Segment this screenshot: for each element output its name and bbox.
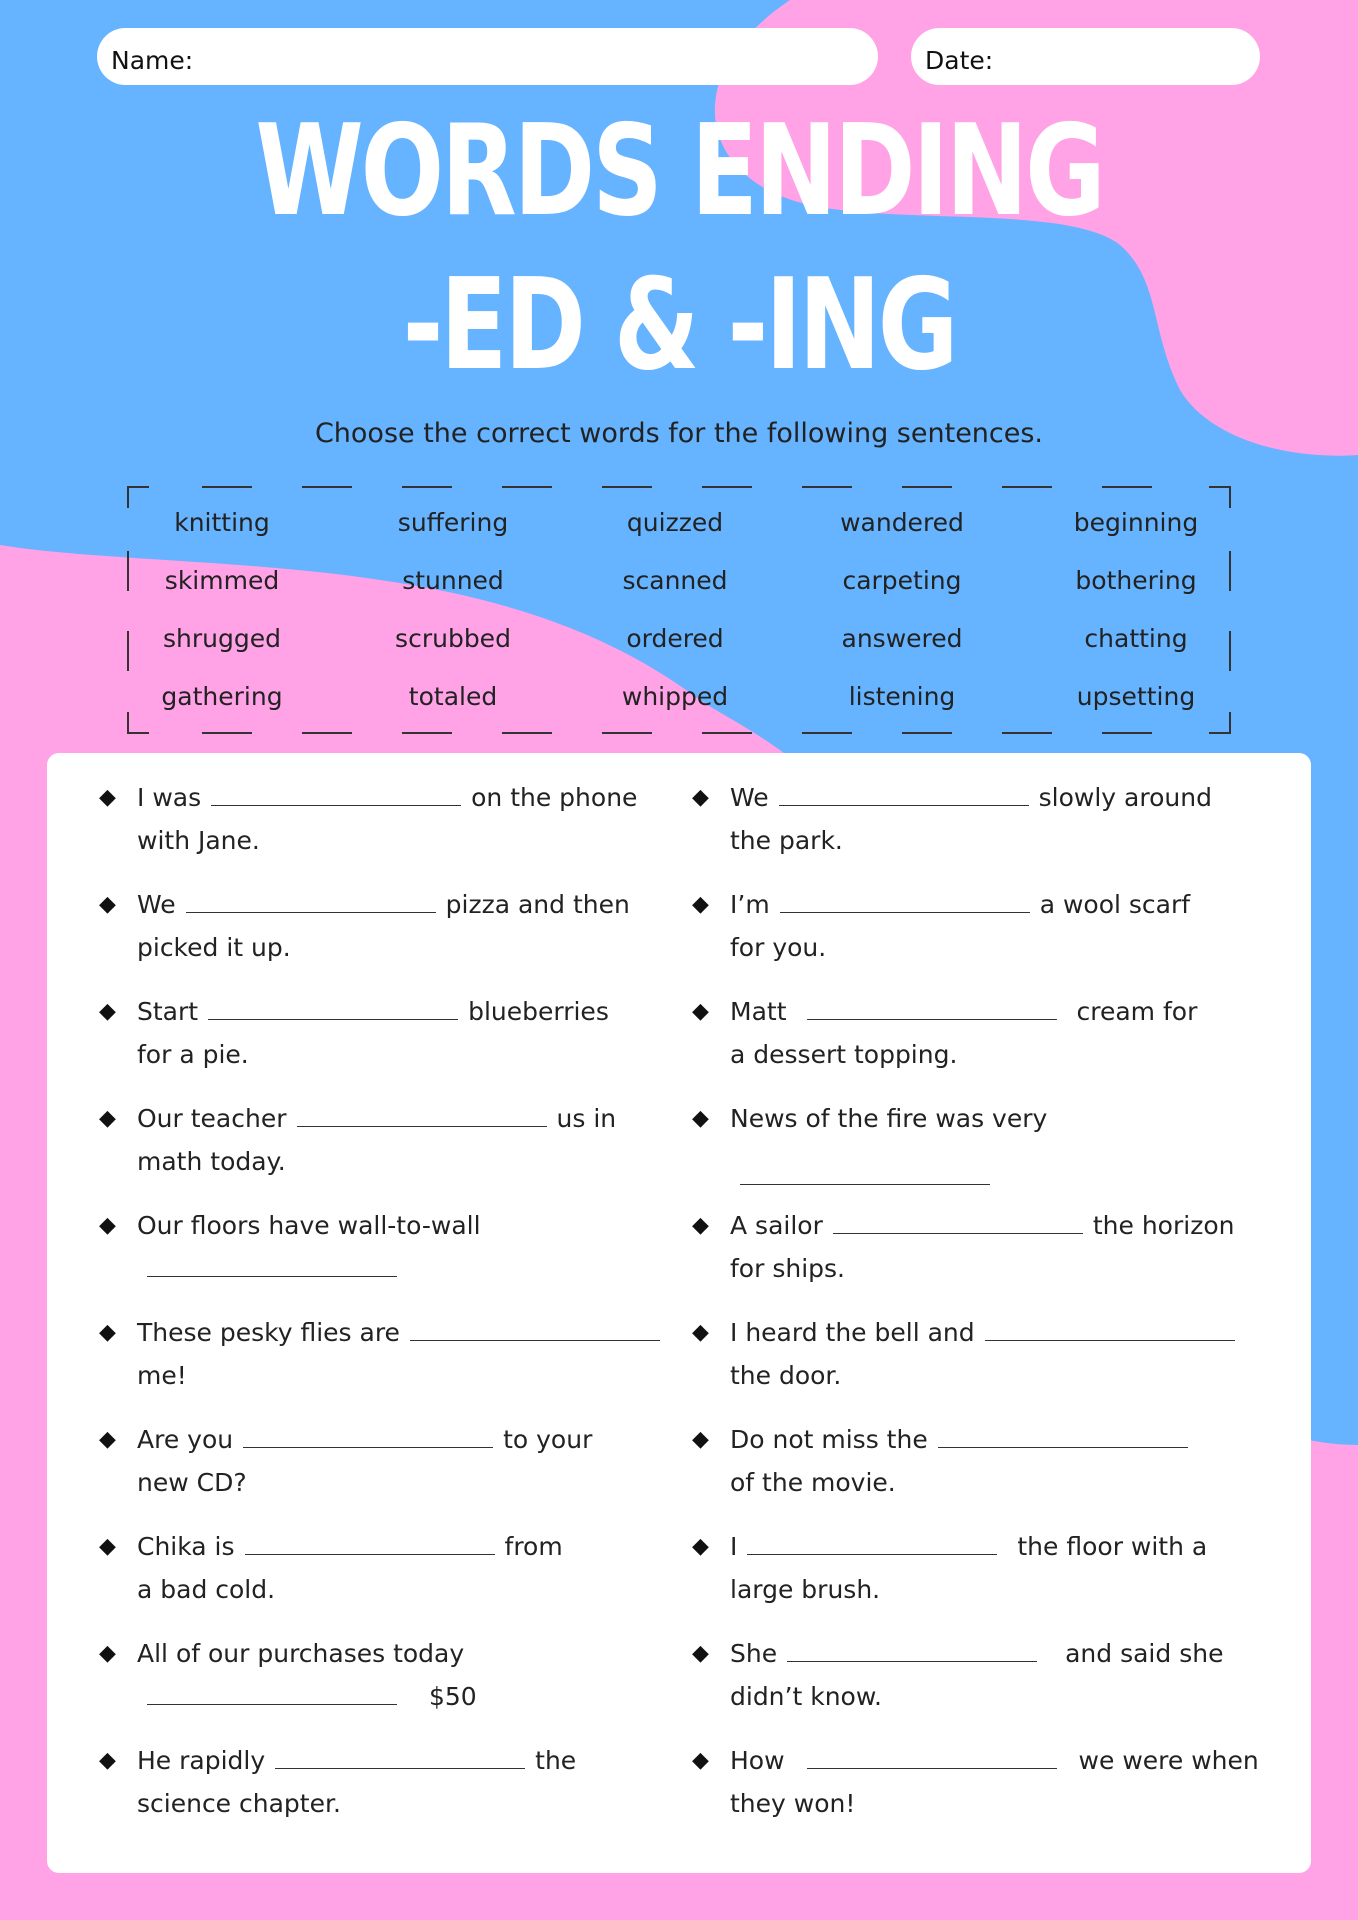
- question-text: from: [504, 1532, 563, 1561]
- word-bank-word: shrugged: [163, 624, 281, 653]
- question-item: [692, 776, 1270, 862]
- answer-blank[interactable]: [780, 886, 1030, 913]
- answer-blank[interactable]: [985, 1314, 1235, 1341]
- page-title-line2: -ED & -ING: [402, 251, 956, 398]
- word-bank-word: totaled: [408, 682, 498, 711]
- question-item: [99, 1204, 677, 1290]
- question-item: [99, 776, 677, 862]
- question-text: us in: [556, 1104, 617, 1133]
- answer-blank[interactable]: [833, 1207, 1083, 1234]
- diamond-bullet-icon: ◆: [692, 785, 709, 810]
- word-bank-word: skimmed: [164, 566, 280, 595]
- question-item: [99, 990, 677, 1076]
- answer-blank[interactable]: [787, 1635, 1037, 1662]
- answer-blank[interactable]: [807, 993, 1057, 1020]
- word-bank-word: answered: [841, 624, 963, 653]
- diamond-bullet-icon: ◆: [99, 999, 116, 1024]
- question-text: We: [137, 890, 176, 919]
- question-text: All of our purchases today: [137, 1639, 465, 1668]
- diamond-bullet-icon: ◆: [692, 1427, 709, 1452]
- word-bank-word: whipped: [621, 682, 729, 711]
- question-text: These pesky flies are: [137, 1318, 400, 1347]
- question-item: [692, 1632, 1270, 1718]
- question-text: blueberries: [468, 997, 609, 1026]
- question-text: the door.: [730, 1361, 842, 1390]
- question-text: we were when: [1078, 1746, 1259, 1775]
- question-item: [692, 1525, 1270, 1611]
- question-text: Matt: [730, 997, 787, 1026]
- question-text: Do not miss the: [730, 1425, 928, 1454]
- name-label: Name:: [111, 46, 194, 75]
- question-text: with Jane.: [137, 826, 260, 855]
- word-bank-word: scanned: [622, 566, 728, 595]
- page-title-line1: WORDS ENDING: [255, 97, 1103, 244]
- word-bank-word: wandered: [840, 508, 964, 537]
- answer-blank[interactable]: [779, 779, 1029, 806]
- word-bank-word: listening: [848, 682, 956, 711]
- question-text: the floor with a: [1017, 1532, 1208, 1561]
- question-text: I was: [137, 783, 202, 812]
- answer-blank[interactable]: [938, 1421, 1188, 1448]
- question-text: slowly around: [1038, 783, 1212, 812]
- question-text: cream for: [1076, 997, 1198, 1026]
- question-item: [692, 1311, 1270, 1397]
- question-text: me!: [137, 1361, 187, 1390]
- diamond-bullet-icon: ◆: [99, 1106, 116, 1131]
- question-text: Chika is: [137, 1532, 235, 1561]
- answer-blank[interactable]: [297, 1100, 547, 1127]
- name-field[interactable]: [97, 28, 878, 85]
- question-text: math today.: [137, 1147, 286, 1176]
- diamond-bullet-icon: ◆: [692, 1641, 709, 1666]
- question-item: [99, 1418, 677, 1504]
- diamond-bullet-icon: ◆: [692, 1320, 709, 1345]
- word-bank: [127, 486, 1231, 734]
- question-text: a bad cold.: [137, 1575, 276, 1604]
- answer-blank[interactable]: [740, 1158, 990, 1185]
- question-text: on the phone: [471, 783, 638, 812]
- question-item: [692, 883, 1270, 969]
- word-bank-word: knitting: [174, 508, 270, 537]
- question-text: for a pie.: [137, 1040, 249, 1069]
- word-bank-word: carpeting: [842, 566, 962, 595]
- question-text: How: [730, 1746, 785, 1775]
- question-text: for you.: [730, 933, 827, 962]
- question-item: [692, 990, 1270, 1076]
- question-text: News of the fire was very: [730, 1104, 1048, 1133]
- question-text: Our teacher: [137, 1104, 287, 1133]
- question-text: She: [730, 1639, 778, 1668]
- diamond-bullet-icon: ◆: [692, 1213, 709, 1238]
- answer-blank[interactable]: [208, 993, 458, 1020]
- answer-blank[interactable]: [211, 779, 461, 806]
- word-bank-word: gathering: [161, 682, 283, 711]
- word-bank-word: ordered: [626, 624, 724, 653]
- question-item: [692, 1739, 1270, 1825]
- question-text: large brush.: [730, 1575, 881, 1604]
- question-text: a wool scarf: [1039, 890, 1191, 919]
- diamond-bullet-icon: ◆: [99, 1427, 116, 1452]
- answer-blank[interactable]: [186, 886, 436, 913]
- question-text: picked it up.: [137, 933, 291, 962]
- question-item: [692, 1204, 1270, 1290]
- date-field[interactable]: [911, 28, 1260, 85]
- diamond-bullet-icon: ◆: [99, 1748, 116, 1773]
- question-text: science chapter.: [137, 1789, 341, 1818]
- diamond-bullet-icon: ◆: [692, 892, 709, 917]
- word-bank-word: suffering: [397, 508, 509, 537]
- question-text: the: [535, 1746, 577, 1775]
- questions-card: [47, 753, 1311, 1873]
- question-text: I: [730, 1532, 738, 1561]
- question-text: didn’t know.: [730, 1682, 882, 1711]
- question-text: Our floors have wall-to-wall: [137, 1211, 481, 1240]
- question-text: $50: [429, 1682, 477, 1711]
- word-bank-word: stunned: [402, 566, 504, 595]
- diamond-bullet-icon: ◆: [99, 1641, 116, 1666]
- diamond-bullet-icon: ◆: [99, 785, 116, 810]
- question-text: Start: [137, 997, 199, 1026]
- word-bank-word: beginning: [1073, 508, 1199, 537]
- answer-blank[interactable]: [147, 1250, 397, 1277]
- word-bank-word: upsetting: [1076, 682, 1196, 711]
- date-label: Date:: [925, 46, 994, 75]
- answer-blank[interactable]: [275, 1742, 525, 1769]
- question-text: they won!: [730, 1789, 856, 1818]
- word-bank-word: scrubbed: [395, 624, 511, 653]
- question-text: pizza and then: [445, 890, 630, 919]
- diamond-bullet-icon: ◆: [692, 1748, 709, 1773]
- question-text: I heard the bell and: [730, 1318, 975, 1347]
- question-text: new CD?: [137, 1468, 247, 1497]
- diamond-bullet-icon: ◆: [99, 1320, 116, 1345]
- answer-blank[interactable]: [243, 1421, 493, 1448]
- diamond-bullet-icon: ◆: [99, 1534, 116, 1559]
- question-item: [99, 1097, 677, 1183]
- answer-blank[interactable]: [245, 1528, 495, 1555]
- word-bank-word: chatting: [1084, 624, 1188, 653]
- question-item: [692, 1418, 1270, 1504]
- question-text: He rapidly: [137, 1746, 266, 1775]
- diamond-bullet-icon: ◆: [99, 892, 116, 917]
- question-text: A sailor: [730, 1211, 823, 1240]
- word-bank-word: bothering: [1075, 566, 1197, 595]
- word-bank-word: quizzed: [626, 508, 724, 537]
- question-item: [99, 883, 677, 969]
- question-item: [99, 1525, 677, 1611]
- question-item: [99, 1311, 677, 1397]
- instructions: Choose the correct words for the following sentences.: [314, 418, 1044, 449]
- question-text: of the movie.: [730, 1468, 896, 1497]
- question-text: Are you: [137, 1425, 234, 1454]
- question-text: We: [730, 783, 769, 812]
- question-text: the park.: [730, 826, 843, 855]
- answer-blank[interactable]: [747, 1528, 997, 1555]
- diamond-bullet-icon: ◆: [692, 1534, 709, 1559]
- question-item: [692, 1097, 1270, 1198]
- question-text: to your: [503, 1425, 593, 1454]
- question-text: the horizon: [1092, 1211, 1235, 1240]
- diamond-bullet-icon: ◆: [99, 1213, 116, 1238]
- question-text: for ships.: [730, 1254, 845, 1283]
- answer-blank[interactable]: [410, 1314, 660, 1341]
- diamond-bullet-icon: ◆: [692, 999, 709, 1024]
- answer-blank[interactable]: [147, 1678, 397, 1705]
- question-text: and said she: [1065, 1639, 1224, 1668]
- answer-blank[interactable]: [807, 1742, 1057, 1769]
- question-text: a dessert topping.: [730, 1040, 958, 1069]
- question-item: [99, 1739, 677, 1825]
- diamond-bullet-icon: ◆: [692, 1106, 709, 1131]
- question-item: [99, 1632, 677, 1718]
- question-text: I’m: [730, 890, 770, 919]
